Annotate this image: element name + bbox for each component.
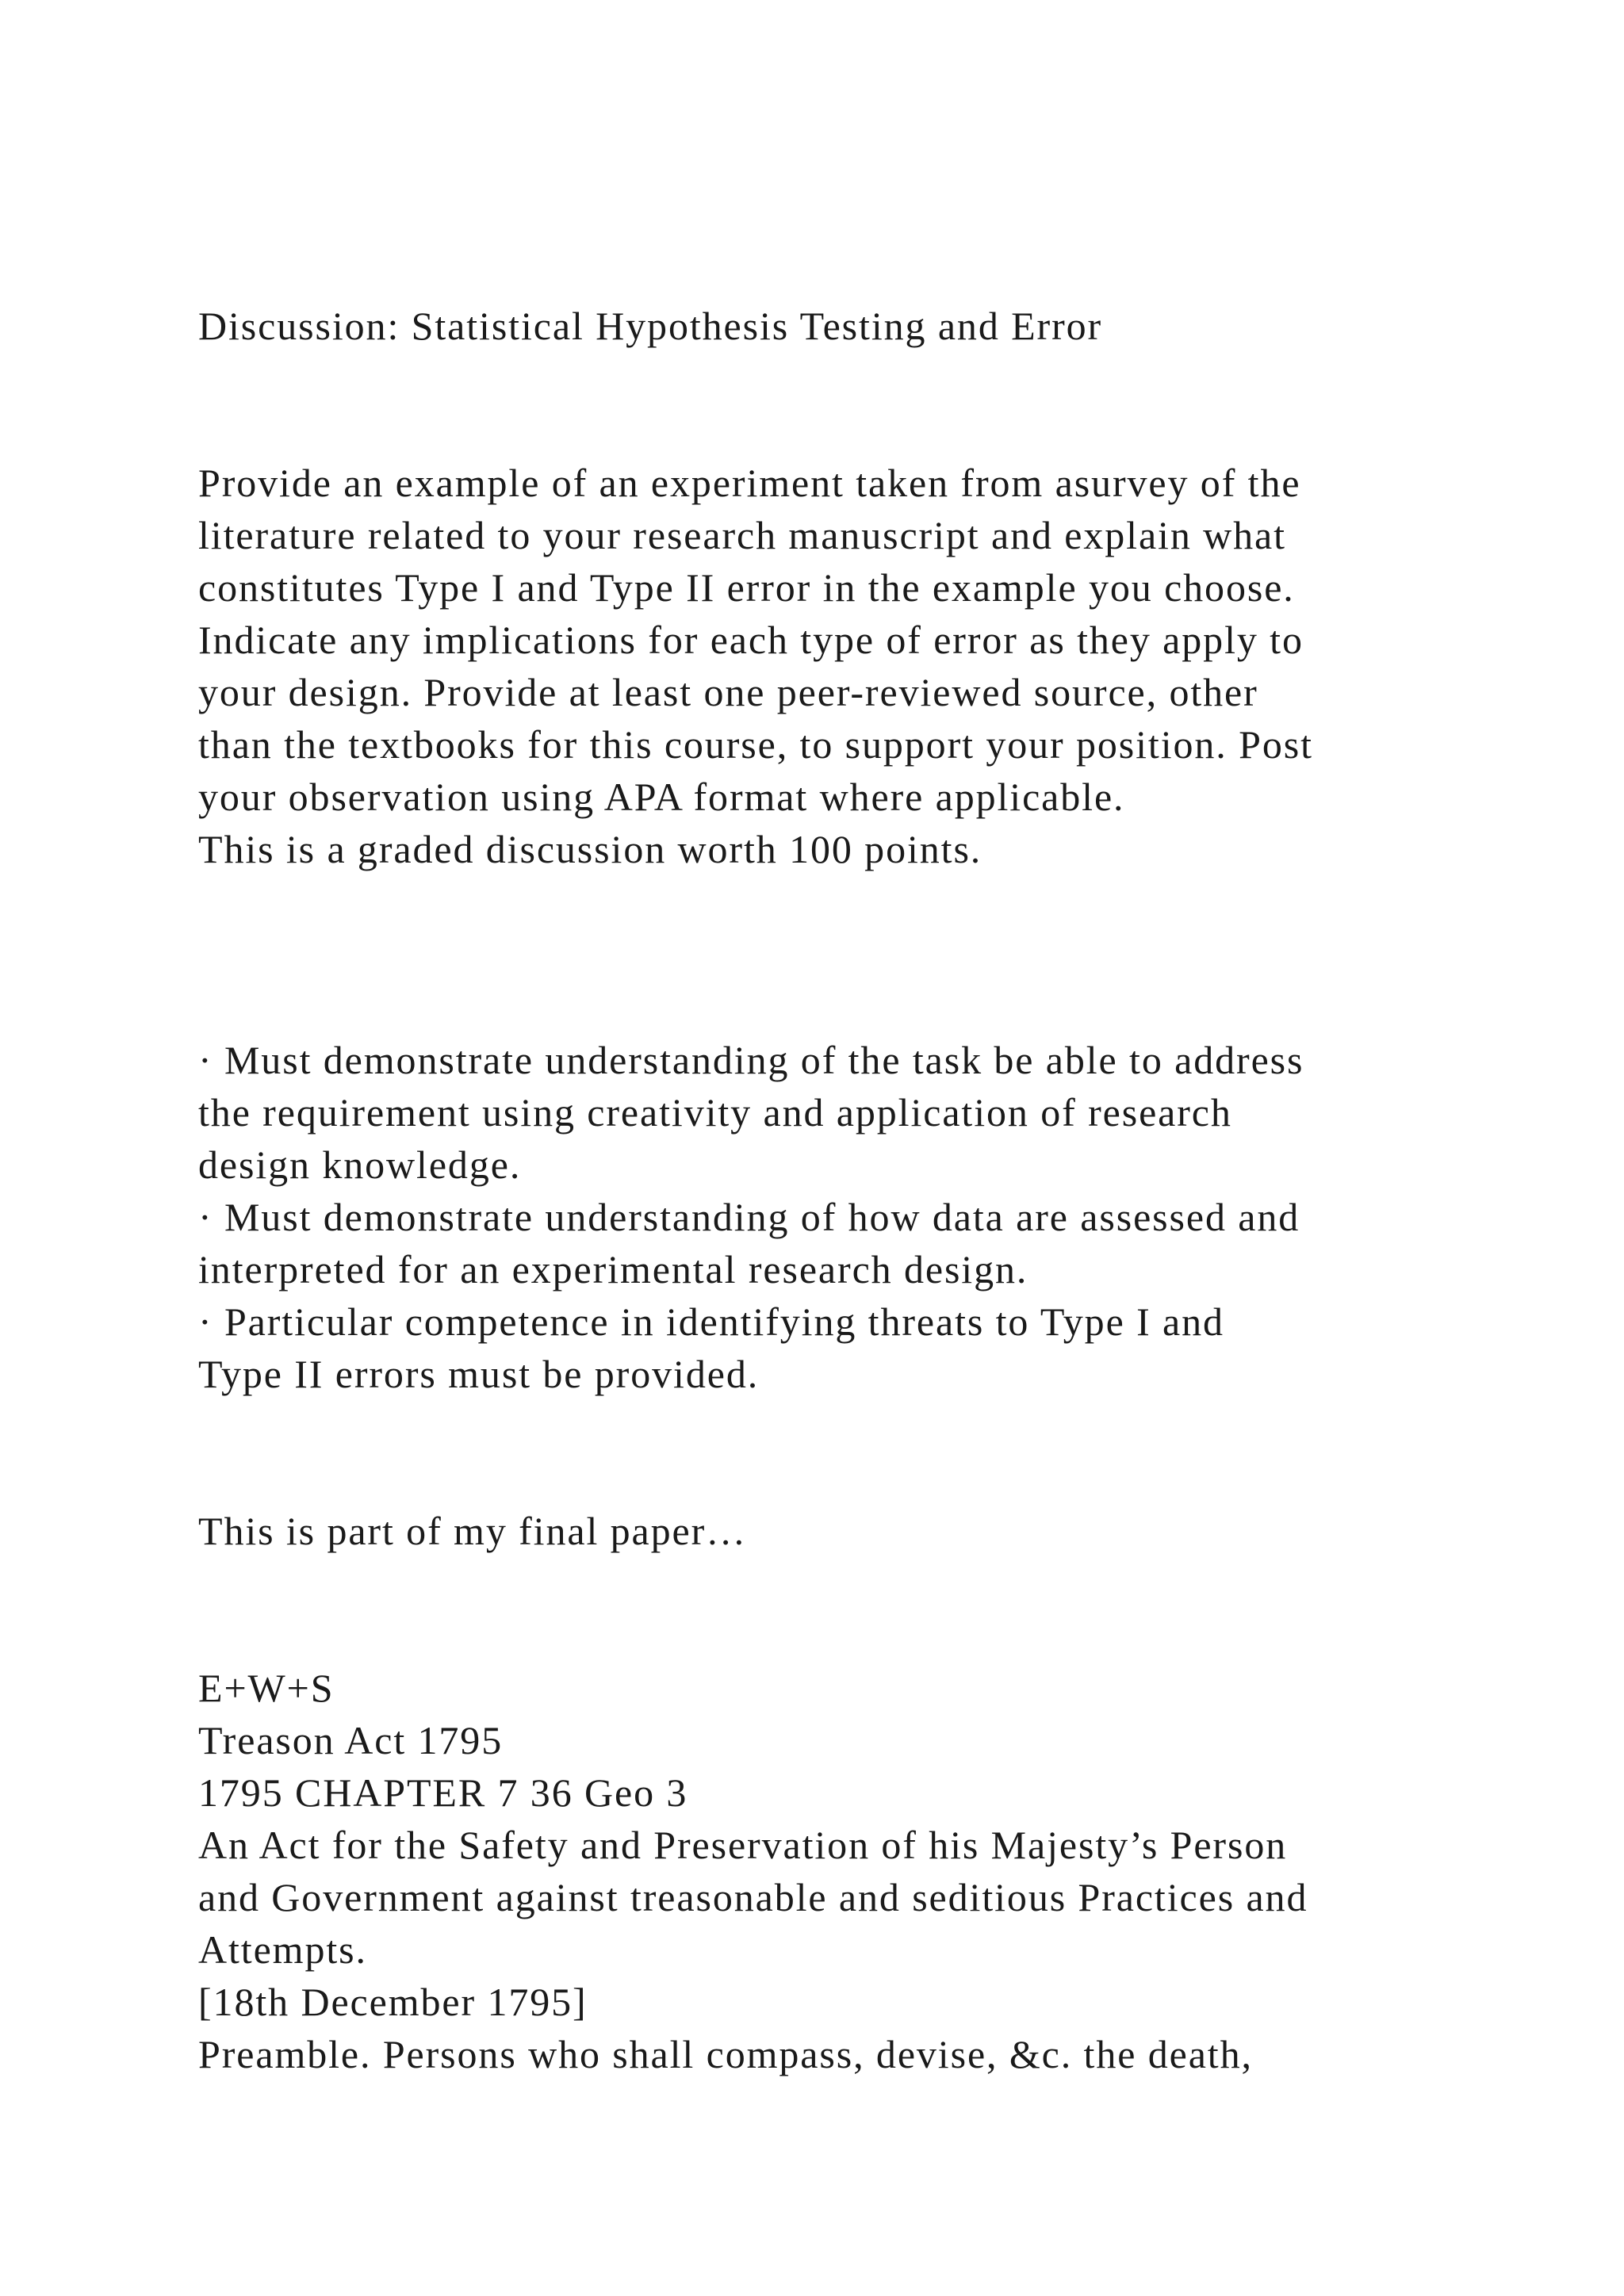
act-line: and Government against treasonable and seditious Practices and xyxy=(198,1875,1308,1919)
prompt-line: Provide an example of an experiment taken from asurvey of the xyxy=(198,461,1301,505)
prompt-line: This is a graded discussion worth 100 points. xyxy=(198,827,982,871)
act-line: An Act for the Safety and Preservation of his Majesty’s Person xyxy=(198,1823,1288,1867)
criteria-line: · Particular competence in identifying threats to Type I and xyxy=(198,1299,1224,1344)
act-line: Preamble. Persons who shall compass, devise, &c. the death, xyxy=(198,2032,1253,2076)
criteria-line: · Must demonstrate understanding of how data are assessed and xyxy=(198,1195,1300,1239)
prompt-line: Indicate any implications for each type of error as they apply to xyxy=(198,618,1304,662)
prompt-line: your observation using APA format where applicable. xyxy=(198,775,1125,819)
criteria-line: interpreted for an experimental research design. xyxy=(198,1247,1028,1292)
prompt-line: your design. Provide at least one peer-reviewed source, other xyxy=(198,670,1258,714)
criteria-line: the requirement using creativity and application of research xyxy=(198,1090,1232,1135)
prompt-line: literature related to your research manuscript and explain what xyxy=(198,513,1286,557)
act-line: [18th December 1795] xyxy=(198,1980,588,2024)
criteria-line: design knowledge. xyxy=(198,1142,522,1187)
author-note: This is part of my final paper… xyxy=(198,1509,748,1553)
prompt-line: than the textbooks for this course, to support your position. Post xyxy=(198,722,1313,767)
document-title: Discussion: Statistical Hypothesis Testing and Error xyxy=(198,304,1103,348)
act-line: Attempts. xyxy=(198,1927,367,1972)
act-line: E+W+S xyxy=(198,1666,335,1710)
act-line: 1795 CHAPTER 7 36 Geo 3 xyxy=(198,1770,688,1815)
prompt-line: constitutes Type I and Type II error in the example you choose. xyxy=(198,565,1295,610)
criteria-line: · Must demonstrate understanding of the task be able to address xyxy=(198,1038,1304,1082)
act-line: Treason Act 1795 xyxy=(198,1718,504,1762)
criteria-line: Type II errors must be provided. xyxy=(198,1352,760,1396)
